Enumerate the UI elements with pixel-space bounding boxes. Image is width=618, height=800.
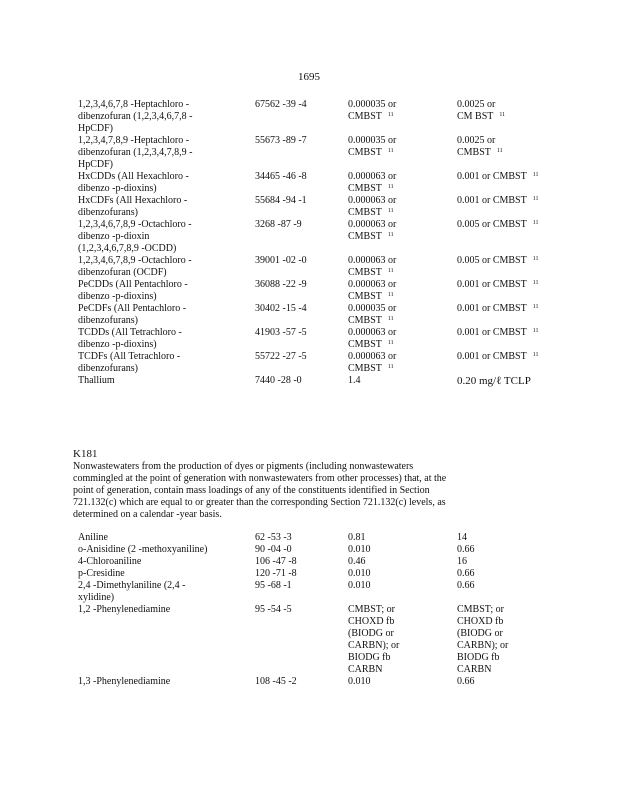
constituent-name <box>78 556 238 568</box>
nonwastewater-standard <box>457 580 567 592</box>
wastewater-standard <box>348 195 448 219</box>
wastewater-standard <box>348 135 448 159</box>
constituent-name <box>78 255 220 279</box>
wastewater-standard-line: 0.000063 or <box>348 219 397 230</box>
nonwastewater-standard-line: 0.001 or CMBST $^{11}$ <box>457 327 539 338</box>
wastewater-standard-line: 0.000063 or <box>348 327 397 338</box>
wastewater-standard-line: CMBST $^{11}$ <box>348 111 394 122</box>
nonwastewater-standard <box>457 99 567 123</box>
nonwastewater-standard-line: CARBN); or <box>457 640 509 651</box>
wastewater-standard-line: CMBST $^{11}$ <box>348 207 394 218</box>
constituent-name-line: dibenzofuran (OCDF) <box>78 267 167 278</box>
table-row <box>78 255 548 279</box>
constituent-name <box>78 544 238 556</box>
cas-number: 62 -53 -3 <box>255 532 292 543</box>
constituent-name <box>78 327 220 351</box>
wastewater-standard <box>348 327 448 351</box>
table-row <box>78 568 548 580</box>
table-row <box>78 327 548 351</box>
constituent-name <box>78 676 238 688</box>
nonwastewater-standard-line: 16 <box>457 556 467 567</box>
footnote-ref: 11 <box>532 256 539 262</box>
nonwastewater-standard <box>457 279 567 291</box>
constituent-name-line: 1,2 -Phenylenediamine <box>78 604 171 615</box>
footnote-ref: 11 <box>387 364 394 370</box>
waste-code-k181: K181 <box>73 448 98 460</box>
nonwastewater-standard-line: 0.001 or CMBST $^{11}$ <box>457 279 539 290</box>
nonwastewater-standard <box>457 219 567 231</box>
constituent-name-line: dibenzo -p-dioxins) <box>78 339 157 350</box>
constituent-name-line: (1,2,3,4,6,7,8,9 -OCDD) <box>78 243 177 254</box>
constituent-name-line: TCDDs (All Tetrachloro - <box>78 327 182 338</box>
constituent-name-line: xylidine) <box>78 592 115 603</box>
constituent-table-continued <box>78 99 548 387</box>
constituent-name-line: dibenzofuran (1,2,3,4,7,8,9 - <box>78 147 193 158</box>
nonwastewater-standard-line: 14 <box>457 532 467 543</box>
description-line: 721.132(c) which are equal to or greater than the corresponding Section 721.132(c) levels, as <box>73 497 446 508</box>
footnote-ref: 11 <box>532 280 539 286</box>
wastewater-standard-line: 0.000063 or <box>348 255 397 266</box>
constituent-name-line: dibenzofuran (1,2,3,4,6,7,8 - <box>78 111 193 122</box>
wastewater-standard-line: CMBST $^{11}$ <box>348 231 394 242</box>
constituent-name <box>78 375 220 387</box>
constituent-name-line: PeCDFs (All Pentachloro - <box>78 303 187 314</box>
nonwastewater-standard-line: 0.66 <box>457 568 475 579</box>
nonwastewater-standard-line: 0.005 or CMBST $^{11}$ <box>457 219 539 230</box>
constituent-name-line: dibenzofurans) <box>78 363 138 374</box>
cas-number: 55722 -27 -5 <box>255 351 307 362</box>
constituent-name-line: HxCDFs (All Hexachloro - <box>78 195 188 206</box>
table-row <box>78 532 548 544</box>
constituent-name-line: 1,3 -Phenylenediamine <box>78 676 171 687</box>
wastewater-standard-line: 0.000035 or <box>348 135 397 146</box>
wastewater-standard <box>348 255 448 279</box>
wastewater-standard-line: CMBST $^{11}$ <box>348 291 394 302</box>
nonwastewater-standard-line: (BIODG or <box>457 628 503 639</box>
page-number: 1695 <box>298 71 320 83</box>
constituent-name <box>78 580 238 604</box>
wastewater-standard <box>348 219 448 243</box>
constituent-name-line: o-Anisidine (2 -methoxyaniline) <box>78 544 208 555</box>
nonwastewater-standard <box>457 556 567 568</box>
constituent-name-line: 1,2,3,4,6,7,8,9 -Octachloro - <box>78 255 192 266</box>
constituent-name-line: PeCDDs (All Pentachloro - <box>78 279 188 290</box>
table-row <box>78 676 548 688</box>
wastewater-standard-line: 0.010 <box>348 580 371 591</box>
nonwastewater-standard-line: BIODG fb <box>457 652 500 663</box>
table-row <box>78 580 548 604</box>
cas-number: 39001 -02 -0 <box>255 255 307 266</box>
nonwastewater-standard-line: CMBST $^{11}$ <box>457 147 503 158</box>
wastewater-standard <box>348 351 448 375</box>
k181-constituent-table <box>78 532 548 688</box>
table-row <box>78 135 548 171</box>
footnote-ref: 11 <box>532 220 539 226</box>
nonwastewater-standard-line: 0.20 mg/ℓ TCLP <box>457 375 531 387</box>
wastewater-standard-line: 0.000063 or <box>348 351 397 362</box>
cas-number: 120 -71 -8 <box>255 568 297 579</box>
wastewater-standard-line: CMBST $^{11}$ <box>348 363 394 374</box>
cas-number: 34465 -46 -8 <box>255 171 307 182</box>
wastewater-standard-line: 0.46 <box>348 556 366 567</box>
constituent-name-line: 4-Chloroaniline <box>78 556 142 567</box>
footnote-ref: 11 <box>532 196 539 202</box>
nonwastewater-standard <box>457 327 567 339</box>
nonwastewater-standard <box>457 171 567 183</box>
cas-number: 41903 -57 -5 <box>255 327 307 338</box>
cas-number: 3268 -87 -9 <box>255 219 302 230</box>
cas-number: 55684 -94 -1 <box>255 195 307 206</box>
nonwastewater-standard-line: CHOXD fb <box>457 616 504 627</box>
nonwastewater-standard-line: 0.001 or CMBST $^{11}$ <box>457 351 539 362</box>
constituent-name <box>78 171 220 195</box>
nonwastewater-standard <box>457 568 567 580</box>
footnote-ref: 11 <box>532 352 539 358</box>
constituent-name <box>78 195 220 219</box>
wastewater-standard-line: 1.4 <box>348 375 361 386</box>
footnote-ref: 11 <box>387 208 394 214</box>
nonwastewater-standard <box>457 303 567 315</box>
constituent-name-line: Thallium <box>78 375 115 386</box>
nonwastewater-standard <box>457 351 567 363</box>
footnote-ref: 11 <box>387 148 394 154</box>
nonwastewater-standard <box>457 255 567 267</box>
wastewater-standard-line: (BIODG or <box>348 628 394 639</box>
constituent-name <box>78 303 220 327</box>
cas-number: 7440 -28 -0 <box>255 375 302 386</box>
constituent-name-line: 1,2,3,4,6,7,8,9 -Octachloro - <box>78 219 192 230</box>
wastewater-standard-line: BIODG fb <box>348 652 391 663</box>
constituent-name-line: p-Cresidine <box>78 568 125 579</box>
nonwastewater-standard-line: CARBN <box>457 664 492 675</box>
table-row <box>78 604 548 676</box>
nonwastewater-standard-line: CMBST; or <box>457 604 504 615</box>
nonwastewater-standard <box>457 375 567 387</box>
wastewater-standard-line: 0.010 <box>348 676 371 687</box>
table-row <box>78 303 548 327</box>
footnote-ref: 11 <box>387 340 394 346</box>
cas-number: 95 -68 -1 <box>255 580 292 591</box>
constituent-name <box>78 568 238 580</box>
constituent-name-line: HpCDF) <box>78 123 114 134</box>
table-row <box>78 351 548 375</box>
wastewater-standard-line: CMBST $^{11}$ <box>348 315 394 326</box>
wastewater-standard <box>348 532 448 544</box>
wastewater-standard-line: CMBST; or <box>348 604 395 615</box>
nonwastewater-standard <box>457 532 567 544</box>
wastewater-standard <box>348 279 448 303</box>
wastewater-standard <box>348 171 448 195</box>
nonwastewater-standard-line: CM BST $^{11}$ <box>457 111 506 122</box>
footnote-ref: 11 <box>499 112 506 118</box>
wastewater-standard-line: 0.000035 or <box>348 99 397 110</box>
constituent-name <box>78 532 238 544</box>
constituent-name-line: dibenzofurans) <box>78 315 138 326</box>
footnote-ref: 11 <box>387 232 394 238</box>
constituent-name-line: TCDFs (All Tetrachloro - <box>78 351 181 362</box>
wastewater-standard-line: CHOXD fb <box>348 616 395 627</box>
constituent-name <box>78 351 220 375</box>
wastewater-standard <box>348 375 448 387</box>
footnote-ref: 11 <box>496 148 503 154</box>
constituent-name-line: HpCDF) <box>78 159 114 170</box>
constituent-name <box>78 135 220 171</box>
table-row <box>78 219 548 255</box>
nonwastewater-standard-line: 0.0025 or <box>457 135 496 146</box>
wastewater-standard <box>348 580 448 592</box>
constituent-name-line: dibenzo -p-dioxins) <box>78 291 157 302</box>
nonwastewater-standard-line: 0.001 or CMBST $^{11}$ <box>457 195 539 206</box>
nonwastewater-standard <box>457 135 567 159</box>
wastewater-standard-line: 0.000063 or <box>348 195 397 206</box>
wastewater-standard-line: 0.81 <box>348 532 366 543</box>
table-row <box>78 171 548 195</box>
wastewater-standard-line: CMBST $^{11}$ <box>348 267 394 278</box>
footnote-ref: 11 <box>532 172 539 178</box>
cas-number: 106 -47 -8 <box>255 556 297 567</box>
cas-number: 95 -54 -5 <box>255 604 292 615</box>
wastewater-standard-line: 0.010 <box>348 544 371 555</box>
nonwastewater-standard-line: 0.66 <box>457 544 475 555</box>
constituent-name-line: 2,4 -Dimethylaniline (2,4 - <box>78 580 186 591</box>
footnote-ref: 11 <box>387 112 394 118</box>
description-line: Nonwastewaters from the production of dyes or pigments (including nonwastewaters <box>73 461 414 472</box>
table-row <box>78 195 548 219</box>
description-line: determined on a calendar -year basis. <box>73 509 222 520</box>
cas-number: 30402 -15 -4 <box>255 303 307 314</box>
wastewater-standard-line: 0.010 <box>348 568 371 579</box>
constituent-name-line: dibenzo -p-dioxins) <box>78 183 157 194</box>
wastewater-standard-line: 0.000063 or <box>348 171 397 182</box>
cas-number: 36088 -22 -9 <box>255 279 307 290</box>
constituent-name-line: Aniline <box>78 532 108 543</box>
nonwastewater-standard <box>457 195 567 207</box>
wastewater-standard-line: 0.000063 or <box>348 279 397 290</box>
constituent-name <box>78 279 220 303</box>
nonwastewater-standard <box>457 544 567 556</box>
wastewater-standard <box>348 303 448 327</box>
nonwastewater-standard <box>457 676 567 688</box>
description-line: commingled at the point of generation with nonwastewaters from other processes) that, at the <box>73 473 447 484</box>
wastewater-standard-line: 0.000035 or <box>348 303 397 314</box>
footnote-ref: 11 <box>532 328 539 334</box>
wastewater-standard-line: CMBST $^{11}$ <box>348 183 394 194</box>
cas-number: 90 -04 -0 <box>255 544 292 555</box>
constituent-name-line: dibenzofurans) <box>78 207 138 218</box>
wastewater-standard-line: CARBN); or <box>348 640 400 651</box>
table-row <box>78 99 548 135</box>
footnote-ref: 11 <box>387 316 394 322</box>
constituent-name-line: 1,2,3,4,6,7,8 -Heptachloro - <box>78 99 190 110</box>
footnote-ref: 11 <box>387 184 394 190</box>
wastewater-standard <box>348 99 448 123</box>
nonwastewater-standard-line: 0.005 or CMBST $^{11}$ <box>457 255 539 266</box>
footnote-ref: 11 <box>387 292 394 298</box>
table-row <box>78 556 548 568</box>
wastewater-standard <box>348 556 448 568</box>
wastewater-standard <box>348 544 448 556</box>
nonwastewater-standard-line: 0.001 or CMBST $^{11}$ <box>457 303 539 314</box>
wastewater-standard-line: CARBN <box>348 664 383 675</box>
footnote-ref: 11 <box>387 268 394 274</box>
nonwastewater-standard-line: 0.001 or CMBST $^{11}$ <box>457 171 539 182</box>
wastewater-standard <box>348 676 448 688</box>
constituent-name <box>78 219 220 255</box>
constituent-name-line: dibenzo -p-dioxin <box>78 231 150 242</box>
wastewater-standard <box>348 604 448 676</box>
constituent-name <box>78 99 220 135</box>
table-row <box>78 544 548 556</box>
constituent-name-line: 1,2,3,4,7,8,9 -Heptachloro - <box>78 135 190 146</box>
nonwastewater-standard <box>457 604 567 676</box>
constituent-name-line: HxCDDs (All Hexachloro - <box>78 171 189 182</box>
nonwastewater-standard-line: 0.66 <box>457 676 475 687</box>
k181-description <box>73 461 473 521</box>
table-row <box>78 279 548 303</box>
wastewater-standard-line: CMBST $^{11}$ <box>348 147 394 158</box>
cas-number: 55673 -89 -7 <box>255 135 307 146</box>
nonwastewater-standard-line: 0.0025 or <box>457 99 496 110</box>
cas-number: 67562 -39 -4 <box>255 99 307 110</box>
footnote-ref: 11 <box>532 304 539 310</box>
nonwastewater-standard-line: 0.66 <box>457 580 475 591</box>
constituent-name <box>78 604 238 616</box>
description-line: point of generation, contain mass loadings of any of the constituents identified in Section <box>73 485 430 496</box>
wastewater-standard <box>348 568 448 580</box>
cas-number: 108 -45 -2 <box>255 676 297 687</box>
wastewater-standard-line: CMBST $^{11}$ <box>348 339 394 350</box>
table-row <box>78 375 548 387</box>
